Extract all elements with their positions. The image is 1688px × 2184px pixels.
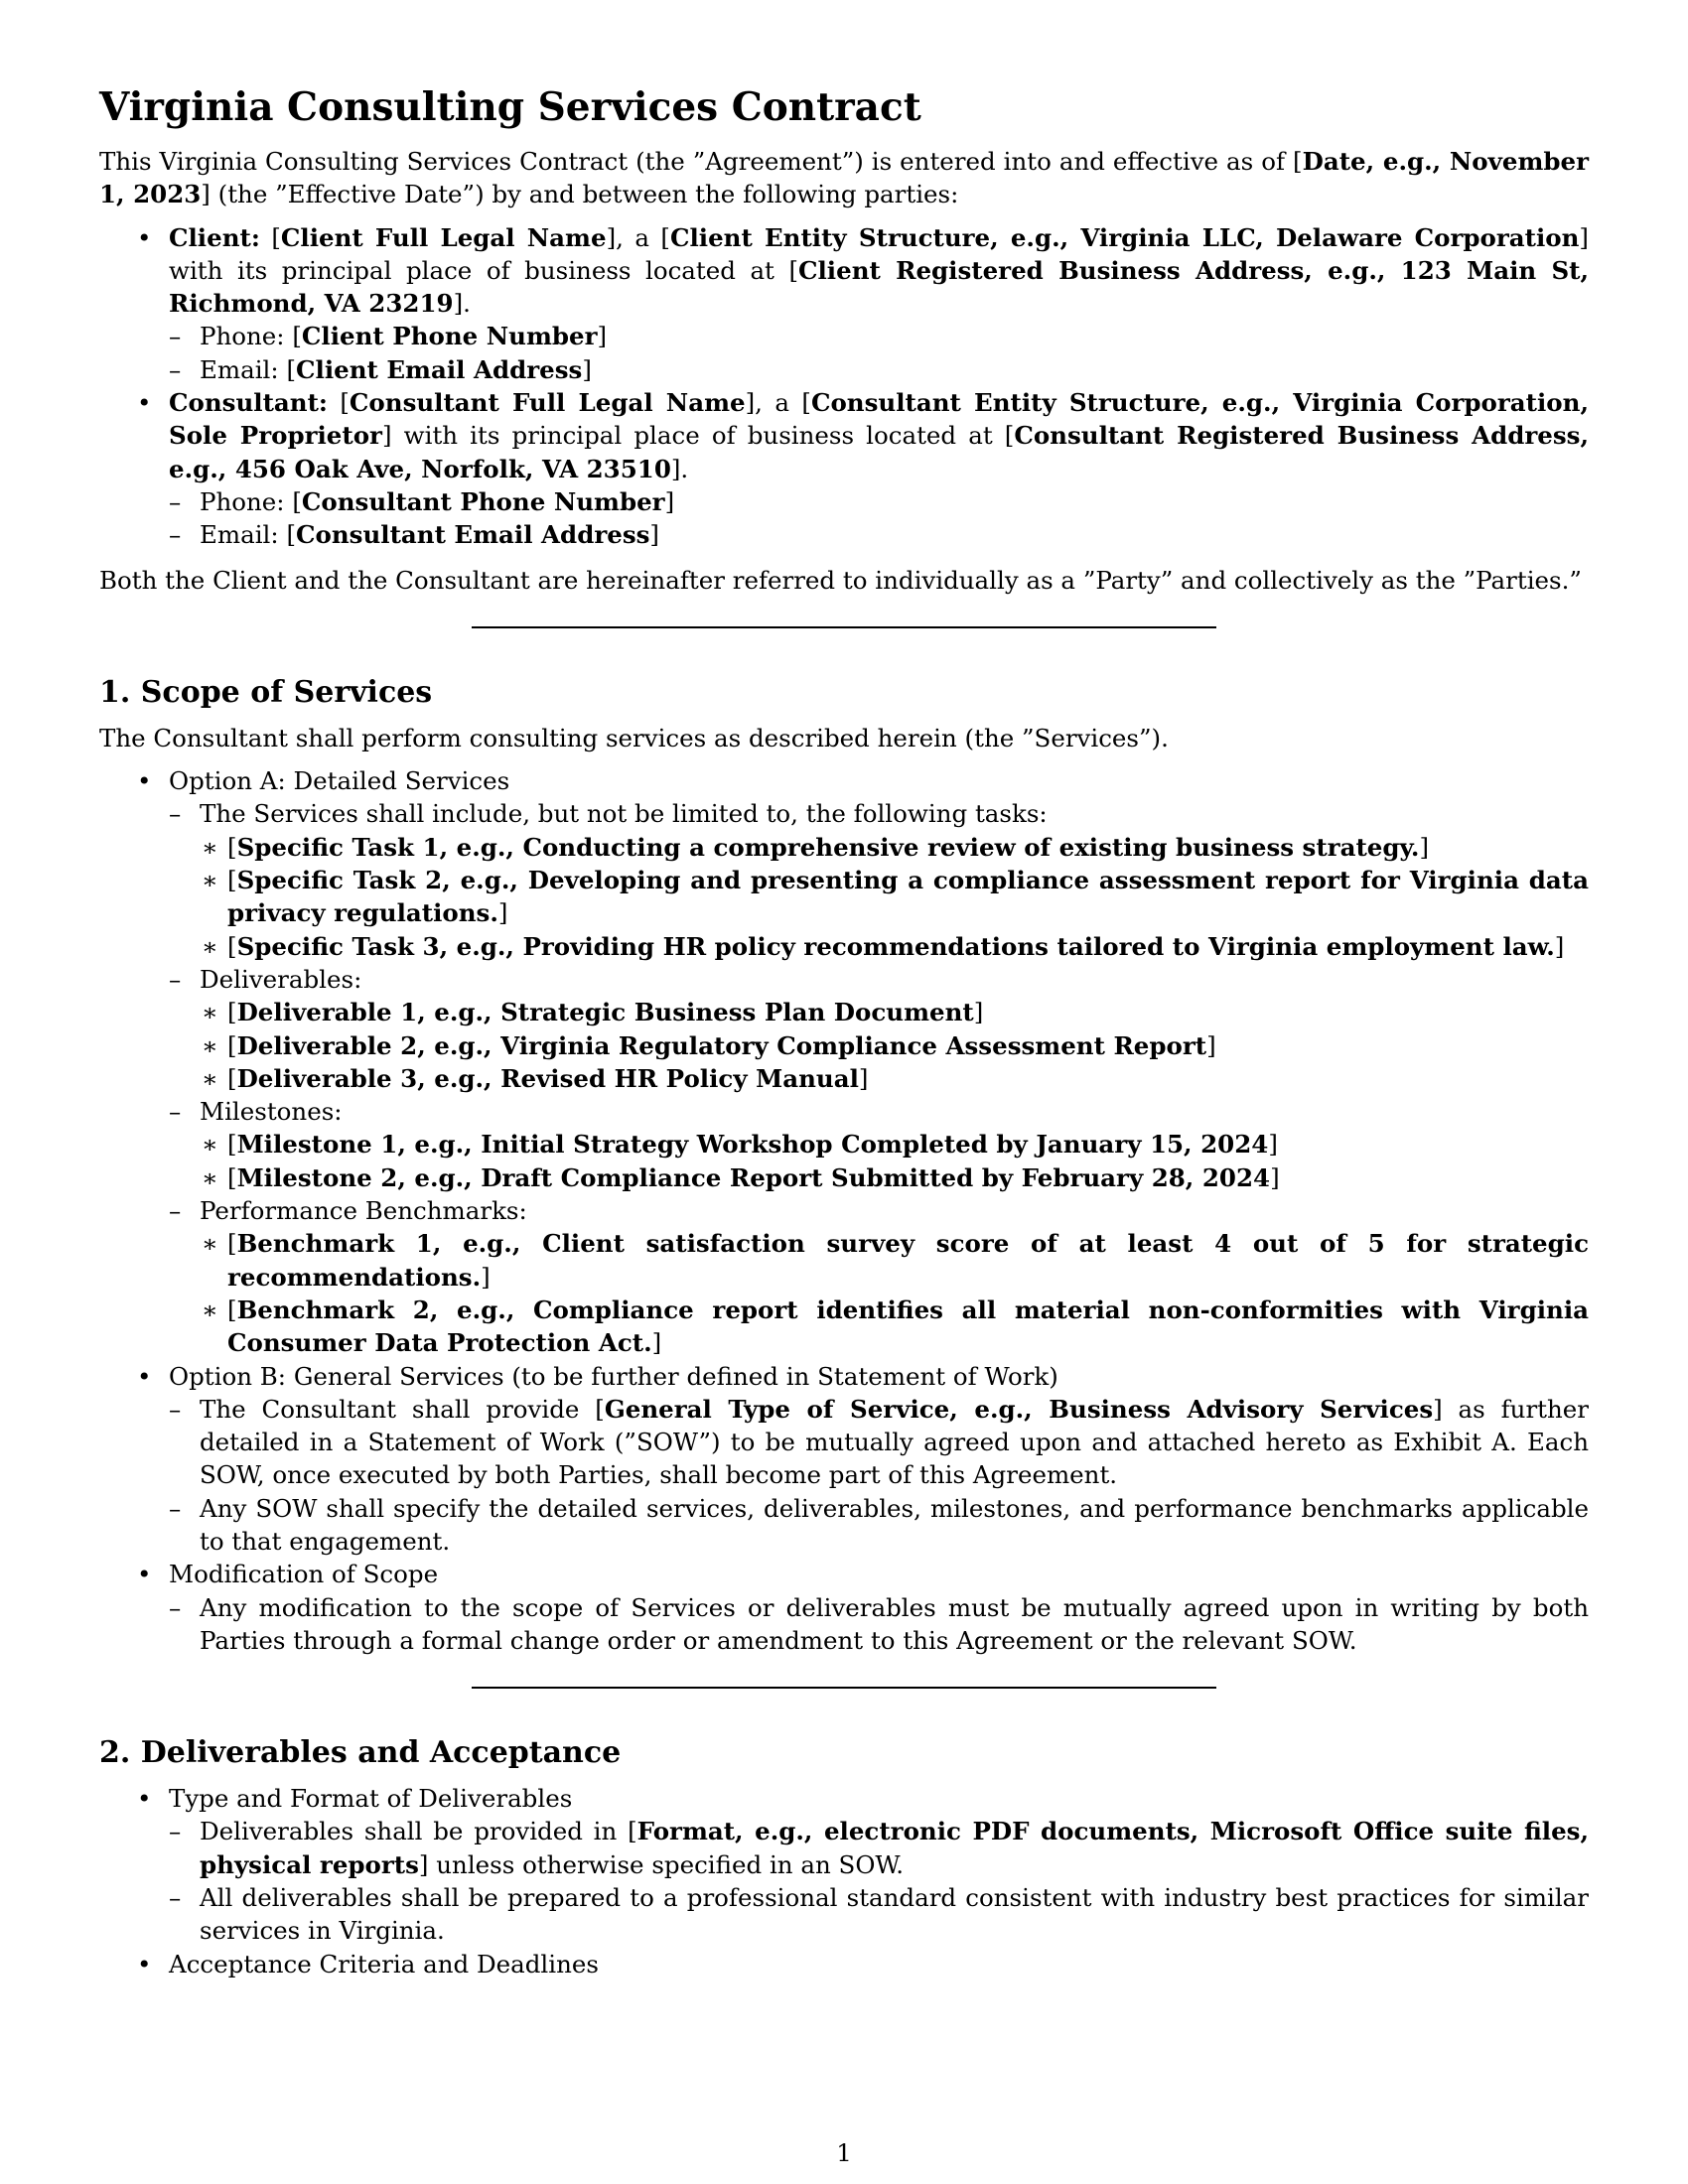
list-item: ∗ [Specific Task 3, e.g., Providing HR policy recommendations tailored to Virginia employment law.]: [200, 930, 1589, 963]
acceptance-criteria: • Acceptance Criteria and Deadlines: [99, 1948, 1589, 1980]
consultant-entity-placeholder: Consultant Entity Structure, e.g., Virginia Corporation, Sole Proprietor: [169, 388, 1589, 451]
consultant-name-placeholder: Consultant Full Legal Name: [349, 388, 746, 418]
list-item: ∗ [Deliverable 2, e.g., Virginia Regulatory Compliance Assessment Report]: [200, 1029, 1589, 1062]
list-item: ∗ [Benchmark 1, e.g., Client satisfaction survey score of at least 4 out of 5 for strategic recommendations.]: [200, 1227, 1589, 1294]
intro-paragraph: This Virginia Consulting Services Contract (the ”Agreement”) is entered into and effective as of [Date, e.g., November 1, 2023] (the ”Effective Date”) by and between the following parties:: [99, 147, 1589, 209]
tasks-group: – The Services shall include, but not be limited to, the following tasks: ∗ [Specific Task 1, e.g., Conducting a comprehensive review of existing business strategy.] ∗ [Specific Task 2, e.g., Developing and presenting a compliance assessment report for Virginia data privacy regulations.] ∗ [Specific Task 3, e.g., Providing HR policy recommendations tailored to Virginia employment law.]: [169, 797, 1589, 962]
type-and-format: • Type and Format of Deliverables – Deliverables shall be provided in [Format, e.g., electronic PDF documents, Microsoft Office suite files, physical reports] unless otherwise specified in an SOW. – All deliverables shall be prepared to a professional standard consistent with industry best practices for similar services in Virginia.: [99, 1782, 1589, 1947]
section-scope-of-services: [99, 674, 1589, 1657]
section-1-heading: 1. Scope of Services: [99, 674, 433, 710]
list-item: ∗ [Specific Task 2, e.g., Developing and presenting a compliance assessment report for Virginia data privacy regulations.]: [200, 864, 1589, 930]
scope-options-list: [99, 764, 1589, 1657]
client-phone: – Phone: [Client Phone Number]: [169, 320, 1589, 352]
benchmarks-group: – Performance Benchmarks: ∗ [Benchmark 1, e.g., Client satisfaction survey score of at least 4 out of 5 for strategic recommendations.] ∗ [Benchmark 2, e.g., Compliance report identifies all material non-conformities with Virginia Consumer Data Protection Act.]: [169, 1194, 1589, 1359]
section-2-heading: 2. Deliverables and Acceptance: [99, 1735, 622, 1771]
option-a: • Option A: Detailed Services – The Services shall include, but not be limited to, the following tasks: ∗ [Specific Task 1, e.g., Conducting a comprehensive review of existing business strategy.] ∗ [Specific Task 2, e.g., Developing and presenting a compliance assessment report for Virginia data privacy regulations.] ∗ [Specific Task 3, e.g., Providing HR policy recommendations tailored to Virginia employment law.] – Deliverables: ∗ [Deliverable 1, e.g., Strategic Business Plan Document] ∗ [Deliverable 2, e.g., Virginia Regulatory Compliance Assessment Report] ∗ [Deliverable 3, e.g., Revised HR Policy Manual] – Milestones: ∗ [Milestone 1, e.g., Initial Strategy Workshop Completed by January 15, 2024] ∗ [Milestone 2, e.g., Draft Compliance Report Submitted by February 28, 2024] – Performance Benchmarks: ∗ [Benchmark 1, e.g., Client satisfaction survey score of at least 4 out of 5 for strategic recommendations.] ∗ [Benchmark 2, e.g., Compliance report identifies all material non-conformities with Virginia Consumer Data Protection Act.]: [99, 764, 1589, 1359]
consultant-email: – Email: [Consultant Email Address]: [169, 518, 1589, 551]
list-item: – Deliverables shall be provided in [Format, e.g., electronic PDF documents, Microsoft Office suite files, physical reports] unless otherwise specified in an SOW.: [169, 1815, 1589, 1881]
deliverables-group: – Deliverables: ∗ [Deliverable 1, e.g., Strategic Business Plan Document] ∗ [Deliverable 2, e.g., Virginia Regulatory Compliance Assessment Report] ∗ [Deliverable 3, e.g., Revised HR Policy Manual]: [169, 963, 1589, 1095]
parties-closing-paragraph: Both the Client and the Consultant are hereinafter referred to individually as a ”Party” and collectively as the ”Parties.”: [99, 565, 1582, 595]
section-1-intro: The Consultant shall perform consulting services as described herein (the ”Services”).: [99, 723, 1169, 752]
milestones-group: – Milestones: ∗ [Milestone 1, e.g., Initial Strategy Workshop Completed by January 15, 2024] ∗ [Milestone 2, e.g., Draft Compliance Report Submitted by February 28, 2024]: [169, 1095, 1589, 1194]
section-deliverables-and-acceptance: [99, 1734, 1589, 1980]
deliverables-list: [200, 996, 1589, 1095]
list-item: – Any SOW shall specify the detailed services, deliverables, milestones, and performance benchmarks applicable to that engagement.: [169, 1492, 1589, 1559]
client-entity-placeholder: Client Entity Structure, e.g., Virginia LLC, Delaware Corporation: [669, 222, 1580, 252]
consultant-party: • Consultant: [Consultant Full Legal Name], a [Consultant Entity Structure, e.g., Virginia Corporation, Sole Proprietor] with its principal place of business located at [Consultant Registered Business Address, e.g., 456 Oak Ave, Norfolk, VA 23510]. – Phone: [Consultant Phone Number] – Email: [Consultant Email Address]: [99, 386, 1589, 551]
client-name-placeholder: Client Full Legal Name: [280, 222, 607, 252]
consultant-phone: – Phone: [Consultant Phone Number]: [169, 485, 1589, 518]
list-item: ∗ [Milestone 2, e.g., Draft Compliance Report Submitted by February 28, 2024]: [200, 1161, 1589, 1194]
option-b: • Option B: General Services (to be further defined in Statement of Work) – The Consultant shall provide [General Type of Service, e.g., Business Advisory Services] as further detailed in a Statement of Work (”SOW”) to be mutually agreed upon and attached hereto as Exhibit A. Each SOW, once executed by both Parties, shall become part of this Agreement. – Any SOW shall specify the detailed services, deliverables, milestones, and performance benchmarks applicable to that engagement.: [99, 1360, 1589, 1559]
document-title: Virginia Consulting Services Contract: [99, 84, 921, 130]
list-item: ∗ [Deliverable 3, e.g., Revised HR Policy Manual]: [200, 1062, 1589, 1095]
list-item: – Any modification to the scope of Services or deliverables must be mutually agreed upon in writing by both Parties through a formal change order or amendment to this Agreement or the relevant SOW.: [169, 1591, 1589, 1658]
effective-date-placeholder: Date, e.g., November 1, 2023: [99, 147, 1589, 209]
list-item: – The Consultant shall provide [General Type of Service, e.g., Business Advisory Services] as further detailed in a Statement of Work (”SOW”) to be mutually agreed upon and attached hereto as Exhibit A. Each SOW, once executed by both Parties, shall become part of this Agreement.: [169, 1393, 1589, 1492]
parties-list: [99, 221, 1589, 552]
client-party: • Client: [Client Full Legal Name], a [Client Entity Structure, e.g., Virginia LLC, Delaware Corporation] with its principal place of business located at [Client Registered Business Address, e.g., 123 Main St, Richmond, VA 23219]. – Phone: [Client Phone Number] – Email: [Client Email Address]: [99, 221, 1589, 386]
section-divider: [472, 626, 1216, 628]
section-divider: [472, 1687, 1216, 1689]
client-address-placeholder: Client Registered Business Address, e.g., 123 Main St, Richmond, VA 23219: [169, 255, 1589, 319]
list-item: ∗ [Deliverable 1, e.g., Strategic Business Plan Document]: [200, 996, 1589, 1028]
tasks-list: [200, 831, 1589, 963]
list-item: ∗ [Specific Task 1, e.g., Conducting a comprehensive review of existing business strategy.]: [200, 831, 1589, 864]
client-contact-list: [169, 320, 1589, 386]
list-item: – All deliverables shall be prepared to a professional standard consistent with industry best practices for similar services in Virginia.: [169, 1881, 1589, 1948]
modification-of-scope: • Modification of Scope – Any modification to the scope of Services or deliverables must be mutually agreed upon in writing by both Parties through a formal change order or amendment to this Agreement or the relevant SOW.: [99, 1558, 1589, 1657]
client-email: – Email: [Client Email Address]: [169, 353, 1589, 386]
milestones-list: [200, 1128, 1589, 1194]
list-item: ∗ [Benchmark 2, e.g., Compliance report identifies all material non-conformities with Virginia Consumer Data Protection Act.]: [200, 1294, 1589, 1360]
list-item: ∗ [Milestone 1, e.g., Initial Strategy Workshop Completed by January 15, 2024]: [200, 1128, 1589, 1160]
benchmarks-list: [200, 1227, 1589, 1359]
page-number: 1: [836, 2138, 852, 2167]
consultant-contact-list: [169, 485, 1589, 552]
consultant-address-placeholder: Consultant Registered Business Address, e.g., 456 Oak Ave, Norfolk, VA 23510: [169, 421, 1589, 483]
